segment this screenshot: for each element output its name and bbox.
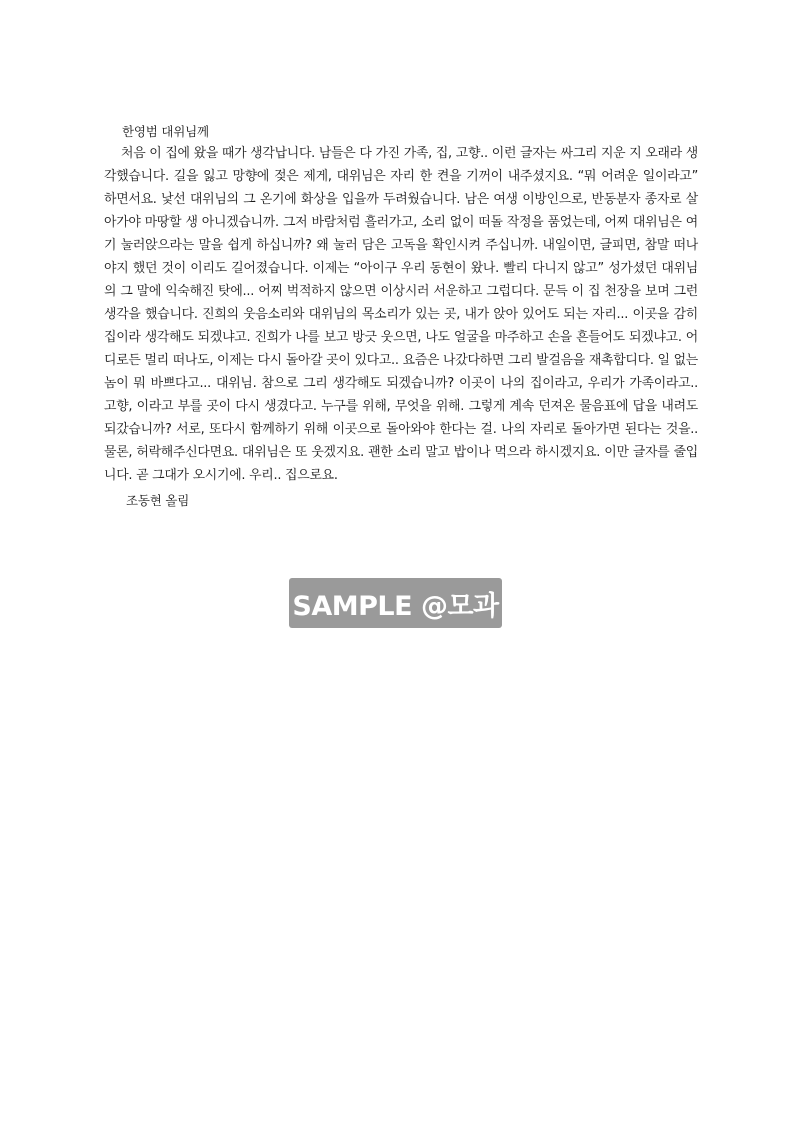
sample-watermark-text: SAMPLE @모과 bbox=[292, 590, 499, 622]
letter-body-paragraph: 처음 이 집에 왔을 때가 생각납니다. 남들은 다 가진 가족, 집, 고향.. 이런 글자는 싸그리 지운 지 오래라 생각했습니다. 길을 잃고 망향에 젖은 제게, 대위님은 자리 한 켠을 기꺼이 내주셨지요. “뭐 어려운 일이라고” 하면서요. 낯선 대위님의 그 온기에 화상을 입을까 두려웠습니다. 남은 여생 이방인으로, 반동분자 종자로 살아가야 마땅할 생 아니겠습니까. 그저 바람처럼 흘러가고, 소리 없이 떠돌 작정을 품었는데, 어찌 대위님은 여기 눌러앉으라는 말을 쉽게 하십니까? 왜 눌러 담은 고독을 확인시켜 주십니까. 내일이면, 글피면, 참말 떠나야지 했던 것이 이리도 길어졌습니다. 이제는 “아이구 우리 동현이 왔나. 빨리 다니지 않고” 성가셨던 대위님의 그 말에 익숙해진 탓에... 어찌 벅적하지 않으면 이상시러 서운하고 그럽디다. 문득 이 집 천장을 보며 그런 생각을 했습니다. 진희의 웃음소리와 대위님의 목소리가 있는 곳, 내가 앉아 있어도 되는 자리... 이곳을 감히 집이라 생각해도 되겠냐고. 진희가 나를 보고 방긋 웃으면, 나도 얼굴을 마주하고 손을 흔들어도 되겠냐고. 어디로든 멀리 떠나도, 이제는 다시 돌아갈 곳이 있다고.. 요즘은 나갔다하면 그리 발걸음을 재촉합디다. 일 없는 놈이 뭐 바쁘다고... 대위님. 참으로 그리 생각해도 되겠습니까? 이곳이 나의 집이라고, 우리가 가족이라고.. 고향, 이라고 부를 곳이 다시 생겼다고. 누구를 위해, 무엇을 위해. 그렇게 계속 던져온 물음표에 답을 내려도 되갔습니까? 서로, 또다시 함께하기 위해 이곳으로 돌아와야 한다는 걸. 나의 자리로 돌아가면 된다는 것을.. 물론, 허락해주신다면요. 대위님은 또 웃겠지요. 괜한 소리 말고 밥이나 먹으라 하시겠지요. 이만 글자를 줄입니다. 곧 그대가 오시기에. 우리.. 집으로요. bbox=[104, 146, 698, 483]
letter-salutation: 한영범 대위님께 bbox=[122, 124, 209, 139]
sample-watermark bbox=[289, 578, 502, 628]
letter-signature: 조동현 올림 bbox=[126, 492, 190, 508]
letter-content bbox=[104, 122, 698, 510]
